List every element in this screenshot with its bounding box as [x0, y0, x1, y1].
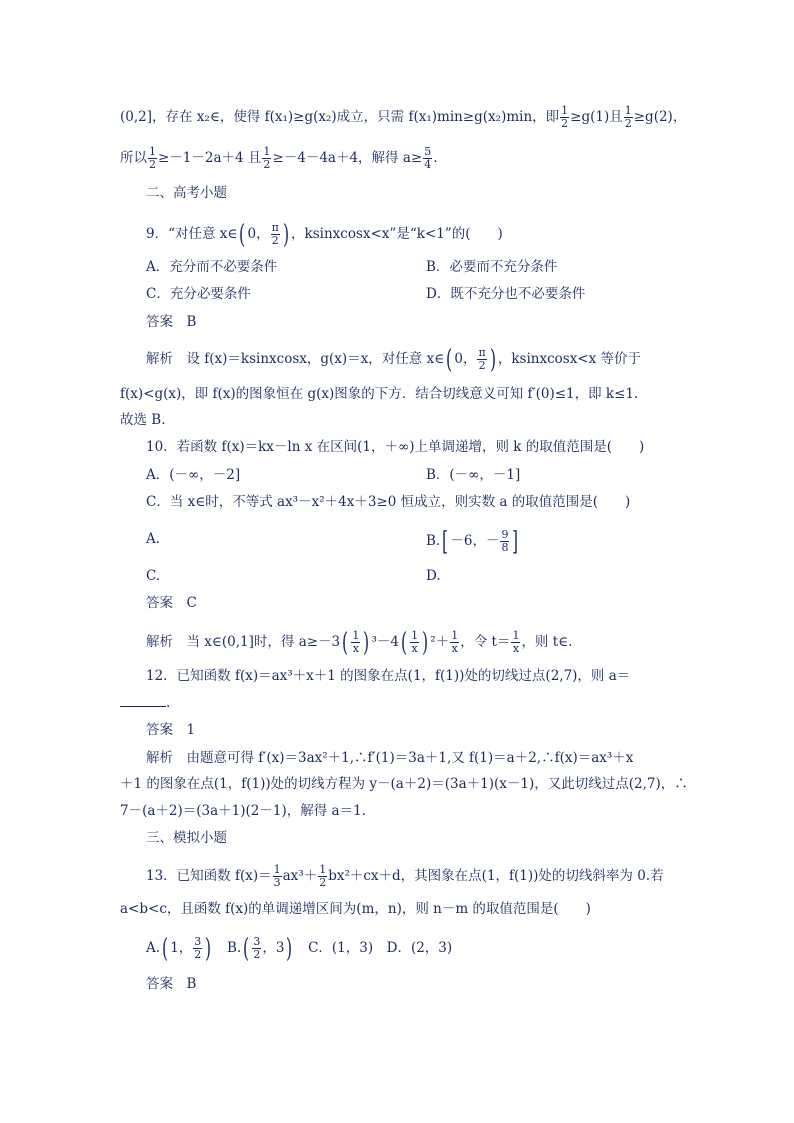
text: ，3 [262, 940, 285, 956]
fraction [410, 630, 419, 655]
denominator: 2 [271, 234, 279, 247]
denominator: 2 [263, 158, 271, 171]
denominator: x [451, 642, 458, 655]
denominator: 2 [624, 117, 632, 130]
denominator: 2 [194, 948, 202, 961]
numerator: 1 [319, 863, 327, 876]
text: 13．已知函数 f(x)＝ [146, 868, 272, 884]
bracket: [ [442, 526, 449, 557]
fraction [351, 630, 360, 655]
option-9c: C．充分必要条件 [146, 286, 251, 302]
explanation-9-line-3: 故选 B. [120, 412, 166, 428]
explanation-12-line-3: 7－(a＋2)＝(3a＋1)(2－1)，解得 a＝1. [120, 803, 366, 819]
text: B. [426, 533, 441, 549]
text: ≥g(2)， [633, 109, 687, 125]
paren: ) [489, 344, 496, 375]
text: ³－4 [371, 634, 399, 650]
text: bx²＋cx＋d，其图象在点(1，f(1))处的切线斜率为 0.若 [328, 868, 664, 884]
fraction [148, 146, 157, 171]
text: ≥g(1)且 [570, 109, 623, 125]
explanation-12-line-1: 解析 由题意可得 f′(x)＝3ax²＋1,∴f′(1)＝3a＋1,又 f(1)＝a＋2,∴f(x)＝ax³＋x [146, 750, 634, 766]
fraction [271, 222, 280, 247]
text: ≥－1－2a＋4 且 [158, 150, 262, 166]
option-11a: A. [146, 531, 161, 547]
paren: ( [342, 627, 349, 658]
numerator: 9 [501, 528, 509, 541]
answer-blank [120, 706, 166, 707]
denominator: x [352, 642, 359, 655]
answer-9: 答案 B [146, 314, 197, 330]
text: C．(1，3) D．(2，3) [308, 940, 453, 956]
question-11: C．当 x∈时，不等式 ax³－x²＋4x＋3≥0 恒成立，则实数 a 的取值范围是( ) [146, 494, 631, 510]
answer-11: 答案 C [146, 595, 197, 611]
explanation-11 [146, 627, 573, 658]
fraction [423, 146, 432, 171]
numerator: 1 [263, 145, 271, 158]
denominator: 3 [273, 876, 281, 889]
text: ，ksinxcosx<x”是“k<1”的( ) [291, 226, 503, 242]
bracket: ] [512, 526, 519, 557]
question-10: 10．若函数 f(x)＝kx－ln x 在区间(1，＋∞)上单调递增，则 k 的取值范围是( ) [146, 439, 645, 455]
paren: ) [282, 219, 289, 250]
text: 0， [247, 226, 270, 242]
text: ，ksinxcosx<x 等价于 [497, 351, 642, 367]
option-9a: A．充分而不必要条件 [146, 259, 278, 275]
numerator: 1 [273, 863, 281, 876]
text: ，则 t∈. [521, 634, 573, 650]
paren: ) [205, 933, 212, 964]
fraction [450, 630, 459, 655]
numerator: 5 [424, 145, 432, 158]
fraction [560, 105, 569, 130]
text: B. [226, 940, 242, 956]
line-2 [120, 146, 438, 171]
paren: ) [286, 933, 293, 964]
text: 0， [454, 351, 477, 367]
denominator: 2 [319, 876, 327, 889]
option-11c: C. [146, 568, 161, 584]
explanation-9-line-2: f(x)<g(x)，即 f(x)的图象恒在 g(x)图象的下方．结合切线意义可知 f′(0)≤1，即 k≤1. [120, 386, 639, 402]
denominator: x [411, 642, 418, 655]
line-1 [120, 105, 686, 130]
question-12: 12．已知函数 f(x)＝ax³＋x＋1 的图象在点(1，f(1))处的切线过点(2,7)，则 a＝ [146, 668, 631, 684]
denominator: 4 [424, 158, 432, 171]
question-13-line-2: a<b<c，且函数 f(x)的单调递增区间为(m，n)，则 n－m 的取值范围是( ) [120, 901, 591, 917]
fraction [318, 864, 327, 889]
section-heading-2: 二、高考小题 [146, 185, 227, 201]
numerator: 1 [624, 104, 632, 117]
option-10b: B．(－∞，－1] [426, 467, 521, 483]
explanation-9-line-1 [146, 344, 642, 375]
fraction [624, 105, 633, 130]
text: . [433, 150, 438, 166]
answer-12: 答案 1 [146, 722, 196, 738]
question-9 [146, 219, 503, 250]
question-12-blank [120, 693, 170, 713]
numerator: 1 [149, 145, 156, 158]
text: ，令 t＝ [460, 634, 511, 650]
fraction [500, 529, 509, 554]
denominator: 2 [478, 359, 486, 372]
fraction [262, 146, 271, 171]
denominator: 2 [149, 158, 156, 171]
answer-13: 答案 B [146, 976, 197, 992]
text: ≥－4－4a＋4，解得 a≥ [272, 150, 423, 166]
numerator: π [478, 346, 486, 359]
text: ax³＋ [282, 868, 318, 884]
text: 解析 设 f(x)＝ksinxcosx，g(x)＝x，对任意 x∈ [146, 351, 445, 367]
option-9d: D．既不充分也不必要条件 [426, 286, 586, 302]
fraction [273, 864, 282, 889]
text: A. [146, 940, 161, 956]
text: 1， [170, 940, 193, 956]
numerator: 1 [451, 629, 459, 642]
denominator: 2 [561, 117, 569, 130]
text: ²＋ [430, 634, 450, 650]
fraction [193, 936, 202, 961]
paren: ( [239, 219, 246, 250]
section-heading-3: 三、模拟小题 [146, 830, 227, 846]
numerator: 3 [253, 935, 261, 948]
paren: ( [401, 627, 408, 658]
fraction [511, 630, 520, 655]
text: . [166, 695, 171, 711]
denominator: x [512, 642, 520, 655]
text: －6，－ [450, 533, 500, 549]
option-11d: D. [426, 568, 441, 584]
denominator: 8 [501, 541, 509, 554]
numerator: 1 [411, 629, 419, 642]
text: 9．“对任意 x∈ [146, 226, 238, 242]
question-13 [146, 864, 664, 889]
fraction [252, 936, 261, 961]
paren: ( [162, 933, 169, 964]
numerator: 3 [194, 935, 202, 948]
numerator: 1 [561, 104, 569, 117]
paren: ( [446, 344, 453, 375]
numerator: π [271, 221, 279, 234]
paren: ( [243, 933, 250, 964]
option-9b: B．必要而不充分条件 [426, 259, 558, 275]
text: (0,2]，存在 x₂∈，使得 f(x₁)≥g(x₂)成立，只需 f(x₁)min≥g(x₂)min，即 [120, 109, 560, 125]
paren: ) [422, 627, 429, 658]
explanation-12-line-2: ＋1 的图象在点(1，f(1))处的切线方程为 y－(a＋2)＝(3a＋1)(x－1)，又此切线过点(2,7)，∴ [120, 776, 688, 792]
option-10a: A．(－∞，－2] [146, 467, 241, 483]
fraction [477, 347, 486, 372]
numerator: 1 [512, 629, 520, 642]
option-11b [426, 526, 521, 557]
denominator: 2 [253, 948, 261, 961]
text: 所以 [120, 150, 147, 166]
text: 解析 当 x∈(0,1]时，得 a≥－3 [146, 634, 341, 650]
paren: ) [363, 627, 370, 658]
numerator: 1 [352, 629, 360, 642]
options-13 [146, 933, 453, 964]
